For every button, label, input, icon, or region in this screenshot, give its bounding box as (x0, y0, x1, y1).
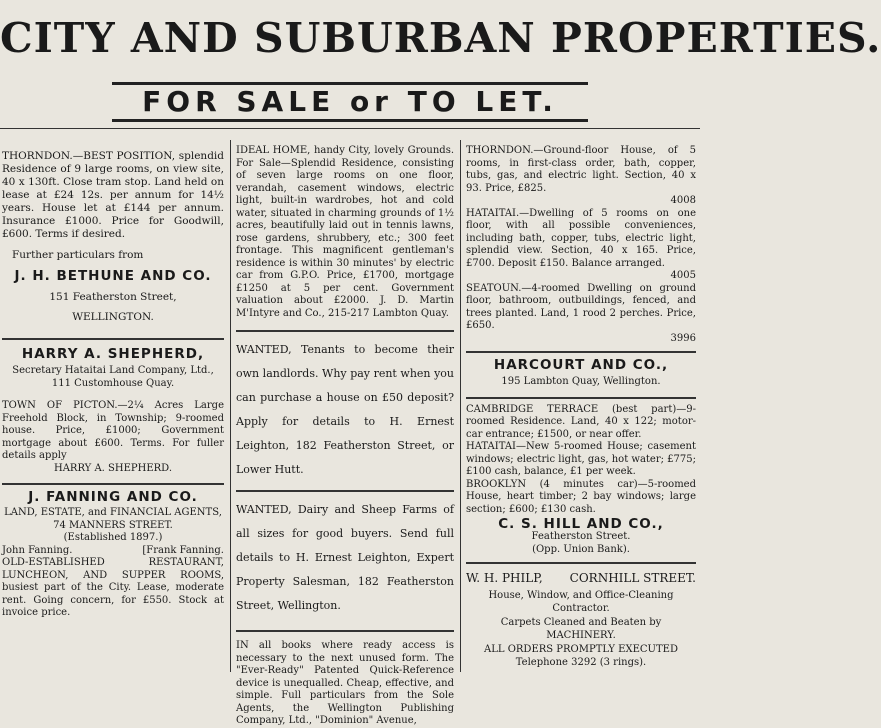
philp-line1: House, Window, and Office-Cleaning Contractor. (488, 590, 674, 614)
ad-brooklyn: BROOKLYN (4 minutes car)—5-roomed House, heart timber; 2 bay windows; large section; £600; £130 cash. (466, 478, 696, 515)
ad-wanted-tenants: WANTED, Tenants to become their own landlords. Why pay rent when you can purchase a house on £50 deposit? Apply for details to H. Ernest Leighton, 182 Featherston Street, or Lower Hutt. (236, 343, 454, 476)
shepherd-sign: HARRY A. SHEPHERD. (53, 462, 173, 474)
ref-num-4005: 4005 (670, 270, 696, 281)
ad-divider (466, 397, 696, 399)
fanning-left: John Fanning. (2, 544, 73, 556)
ad-divider (236, 490, 454, 492)
column-2 (236, 145, 454, 728)
hill-opp: (Opp. Union Bank). (532, 543, 630, 555)
ad-hataitai-new: HATAITAI—New 5-roomed House; casement windows; electric light, gas, hot water; £775; £100 cash, balance, £1 per week. (466, 441, 696, 477)
column-3 (466, 145, 696, 669)
shepherd-line2: 111 Customhouse Quay. (51, 377, 175, 389)
ref-num-4008: 4008 (670, 195, 696, 206)
column-1 (2, 150, 224, 620)
firm-bethune: J. H. BETHUNE AND CO. (14, 268, 212, 284)
harcourt-address: 195 Lambton Quay, Wellington. (501, 376, 661, 387)
ad-thorndon-residence: THORNDON.—BEST POSITION, splendid Residence of 9 large rooms, on view site, 40 x 130ft. Close tram stop. Land held on lease at £24 12s. per annum for 14½ years. House let at £144 per annum. Insurance £1000. Price for Goodwill, £600. Terms if desired. (2, 150, 224, 240)
fanning-right: [Frank Fanning. (142, 544, 224, 556)
ad-divider (236, 630, 454, 632)
shepherd-line1: Secretary Hataitai Land Company, Ltd., (12, 365, 214, 376)
ad-ideal-home: IDEAL HOME, handy City, lovely Grounds. For Sale—Splendid Residence, consisting of seven large rooms on one floor, verandah, casement windows, electric light, built-in wardrobes, hot and cold water, situated in charming grounds of 1½ acres, beautifully laid out in tennis lawns, rose gardens, shrubbery, etc.; 300 feet frontage. This magnificent gentleman's residence is within 30 minutes' by electric car from G.P.O. Price, £1700, mortgage £1250 at 5 per cent. Government valuation about £2000. J. D. Martin M'Intyre and Co., 215-217 Lambton Quay. (236, 145, 454, 319)
column-rule-1 (230, 140, 231, 672)
philp-line3: ALL ORDERS PROMPTLY EXECUTED (484, 644, 678, 655)
fanning-line3: (Established 1897.) (63, 532, 163, 543)
ad-cambridge-terrace: CAMBRIDGE TERRACE (best part)—9-roomed Residence. Land, 40 x 122; motor-car entrance; £1500, or near offer. (466, 403, 696, 440)
bethune-city: WELLINGTON. (72, 311, 154, 323)
column-rule-2 (460, 140, 461, 672)
ad-further-particulars: Further particulars from (12, 249, 144, 261)
philp-name: W. H. PHILP, (466, 571, 543, 585)
philp-phone: Telephone 3292 (3 rings). (515, 656, 647, 668)
ad-ever-ready: IN all books where ready access is necessary to the next unused form. The "Ever-Ready" Patented Quick-Reference device is unequalled. Cheap, effective, and simple. Full particulars from the Sole Agents, the Wellington Publishing Company, Ltd., "Dominion" Avenue, (236, 640, 454, 726)
philp-header (466, 570, 696, 586)
ad-divider (2, 338, 224, 340)
ad-divider (466, 562, 696, 564)
ad-wanted-farms: WANTED, Dairy and Sheep Farms of all sizes for good buyers. Send full details to H. Ernest Leighton, Expert Property Salesman, 182 Featherston Street, Wellington. (236, 503, 454, 612)
ad-divider (2, 483, 224, 485)
ad-picton: TOWN OF PICTON.—2¼ Acres Large Freehold Block, in Township; 9-roomed house. Price, £1000; Government mortgage about £600. Terms. For fuller details apply (2, 400, 224, 461)
ad-seatoun: SEATOUN.—4-roomed Dwelling on ground floor, bathroom, outbuildings, fenced, and trees planted. Land, 1 rood 2 perches. Price, £650. (466, 282, 696, 331)
firm-shepherd: HARRY A. SHEPHERD, (21, 346, 205, 362)
ad-hataitai: HATAITAI.—Dwelling of 5 rooms on one floor, with all possible conveniences, including bath, copper, tubs, electric light, splendid view. Section, 40 x 165. Price, £700. Deposit £150. Balance arranged. (466, 207, 696, 269)
ad-divider (466, 351, 696, 353)
ad-divider (236, 330, 454, 332)
firm-harcourt: HARCOURT AND CO., (493, 357, 669, 373)
bethune-address: 151 Featherston Street, (49, 291, 177, 303)
firm-fanning: J. FANNING AND CO. (28, 489, 198, 505)
philp-street: CORNHILL STREET. (569, 571, 696, 585)
hill-address: Featherston Street. (531, 531, 631, 542)
philp-line2: Carpets Cleaned and Beaten by MACHINERY. (500, 617, 662, 641)
fanning-line1: LAND, ESTATE, and FINANCIAL AGENTS, (4, 507, 222, 518)
section-rule (0, 128, 700, 129)
page-title: CITY AND SUBURBAN PROPERTIES. (0, 14, 881, 62)
ad-restaurant: OLD-ESTABLISHED RESTAURANT, LUNCHEON, AND SUPPER ROOMS, busiest part of the City. Lease, moderate rent. Going concern, for £550. Stock at invoice price. (2, 557, 224, 618)
ad-thorndon-house: THORNDON.—Ground-floor House, of 5 rooms, in first-class order, bath, copper, tubs, gas, and electric light. Section, 40 x 93. Price, £825. (466, 145, 696, 194)
firm-hill: C. S. HILL AND CO., (498, 516, 664, 532)
fanning-line2: 74 MANNERS STREET. (53, 519, 173, 531)
page-subtitle: FOR SALE or TO LET. (112, 82, 588, 122)
ref-num-3996: 3996 (670, 332, 696, 344)
fanning-names (2, 545, 224, 558)
